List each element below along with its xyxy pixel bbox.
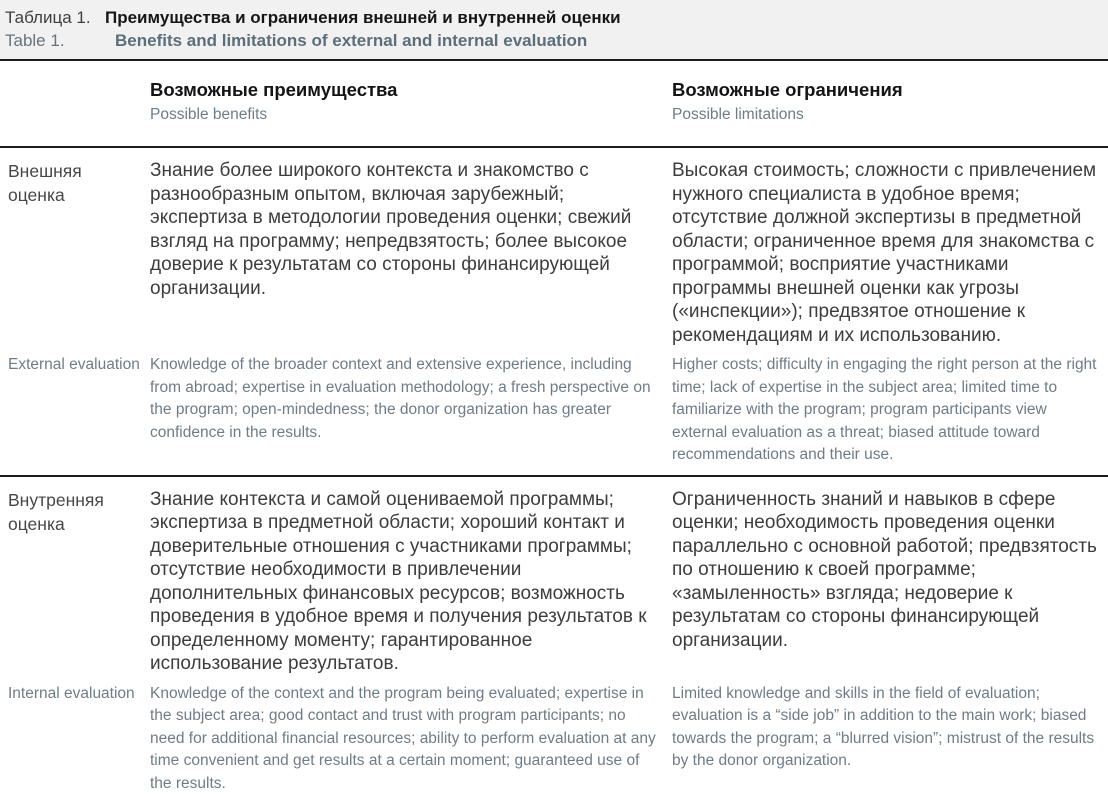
row-label-ru: Внешняя оценка (8, 161, 82, 205)
caption-number-ru: Таблица 1. (5, 8, 91, 27)
caption-line-ru (5, 6, 1102, 29)
internal-limitations-ru: Ограниченность знаний и навыков в сфере оценки; необходимость проведения оценки параллельно с основной работой; предвзятость по отношению к своей программе; «замыленность» взгляда; недоверие к результатам со стороны финансирующей организации. (672, 488, 1097, 651)
benefits-header-ru: Возможные преимущества (150, 79, 398, 100)
caption-title-en: Benefits and limitations of external and internal evaluation (115, 31, 588, 50)
external-limitations-ru: Высокая стоимость; сложности с привлечением нужного специалиста в удобное время; отсутствие должной экспертизы в предметной области; ограниченное время для знакомства с программой; восприятие участниками программы внешней оценки как угрозы («инспекции»); предвзятое отношение к рекомендациям и их использованию. (672, 160, 1097, 346)
external-benefits-ru: Знание более широкого контекста и знакомство с разнообразным опытом, включая зарубежный; экспертиза в методологии проведения оценки; свежий взгляд на программу; непредвзятость; более высокое доверие к результатам со стороны финансирующей организации. (150, 160, 632, 299)
header-spacer-cell (0, 78, 150, 125)
caption-line-en (5, 29, 1102, 52)
header-benefits-cell (150, 78, 672, 125)
internal-benefits-ru: Знание контекста и самой оцениваемой программы; экспертиза в предметной области; хороший контакт и доверительные отношения с участниками программы; отсутствие необходимости в привлечении дополнительных финансовых ресурсов; возможность проведения в удобное время и получения результатов к определенному моменту; гарантированное использование результатов. (150, 488, 647, 674)
limitations-header-en: Possible limitations (672, 106, 804, 123)
row-label-en: External evaluation (8, 356, 140, 373)
caption-number-en: Table 1. (5, 31, 65, 50)
external-benefits-en: Knowledge of the broader context and extensive experience, including from abroad; expertise in evaluation methodology; a fresh perspective on the program; open-mindedness; the donor organization has greater confidence in the results. (150, 356, 651, 441)
row-external-evaluation (0, 148, 1108, 477)
internal-benefits-en: Knowledge of the context and the program being evaluated; expertise in the subject area; good contact and trust with program participants; no need for additional financial resources; ability to perform evaluation at any time convenient and get results at a certain moment; guaranteed use of the results. (150, 684, 656, 792)
caption-title-ru: Преимущества и ограничения внешней и внутренней оценки (105, 8, 621, 27)
external-limitations-en: Higher costs; difficulty in engaging the right person at the right time; lack of expertise in the subject area; limited time to familiarize with the program; program participants view external evaluation as a threat; biased attitude toward recommendations and their use. (672, 356, 1097, 463)
row-internal-evaluation (0, 477, 1108, 796)
row-label-ru: Внутренняя оценка (8, 489, 104, 534)
limitations-header-ru: Возможные ограничения (672, 79, 903, 100)
benefits-header-en: Possible benefits (150, 106, 268, 123)
internal-limitations-en: Limited knowledge and skills in the field of evaluation; evaluation is a “side job” in addition to the main work; biased towards the program; a “blurred vision”; mistrust of the results by the donor organization. (672, 684, 1095, 769)
table-caption (0, 0, 1108, 61)
row-label-en: Internal evaluation (8, 684, 135, 702)
header-limitations-cell (672, 78, 1108, 125)
column-header-row (0, 61, 1108, 148)
